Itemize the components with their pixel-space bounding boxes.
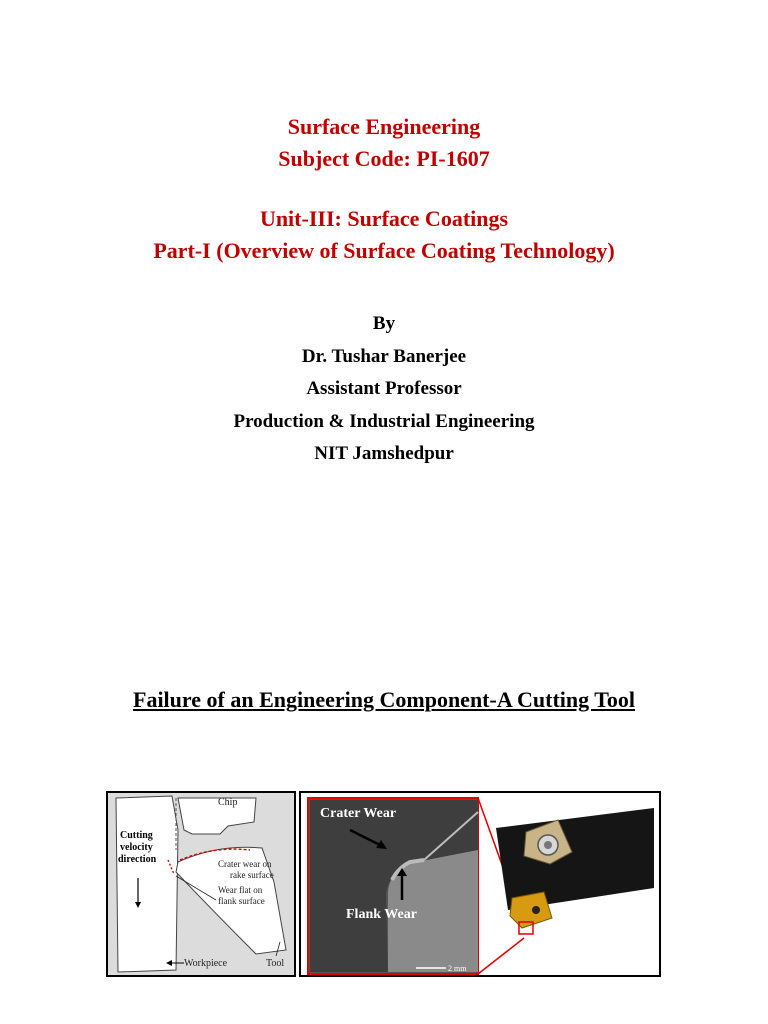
subject-code: Subject Code: PI-1607 bbox=[278, 146, 490, 171]
label-flank-wear: Flank Wear bbox=[346, 907, 417, 922]
label-chip: Chip bbox=[218, 797, 238, 808]
author-institute: NIT Jamshedpur bbox=[314, 443, 454, 464]
label-wearflat-2: flank surface bbox=[218, 896, 265, 906]
label-wearflat-1: Wear flat on bbox=[218, 885, 263, 895]
label-cutting-2: velocity bbox=[120, 842, 153, 853]
label-crater-2: rake surface bbox=[230, 870, 274, 880]
photo-panel bbox=[300, 792, 660, 976]
label-workpiece: Workpiece bbox=[184, 958, 228, 969]
author-name: Dr. Tushar Banerjee bbox=[301, 345, 467, 367]
schematic-panel bbox=[107, 792, 295, 976]
workpiece-shape bbox=[116, 796, 178, 972]
figure-svg bbox=[106, 790, 662, 978]
title-block bbox=[0, 111, 768, 175]
author-designation: Assistant Professor bbox=[306, 378, 462, 399]
author-department: Production & Industrial Engineering bbox=[233, 410, 535, 432]
label-scale: 2 mm bbox=[448, 964, 467, 973]
label-crater-wear: Crater Wear bbox=[320, 806, 397, 821]
section-title: Failure of an Engineering Component-A Cutting Tool bbox=[133, 687, 635, 712]
label-tool: Tool bbox=[266, 958, 285, 969]
author-block bbox=[0, 308, 768, 471]
label-cutting-1: Cutting bbox=[120, 830, 153, 841]
part-title: Part-I (Overview of Surface Coating Technology) bbox=[153, 238, 615, 263]
cutting-tool-figure bbox=[106, 790, 662, 978]
unit-title: Unit-III: Surface Coatings bbox=[259, 206, 509, 231]
author-by: By bbox=[372, 313, 396, 334]
label-cutting-3: direction bbox=[118, 854, 157, 865]
unit-block bbox=[0, 203, 768, 267]
course-title: Surface Engineering bbox=[287, 114, 481, 139]
label-crater-1: Crater wear on bbox=[218, 859, 272, 869]
